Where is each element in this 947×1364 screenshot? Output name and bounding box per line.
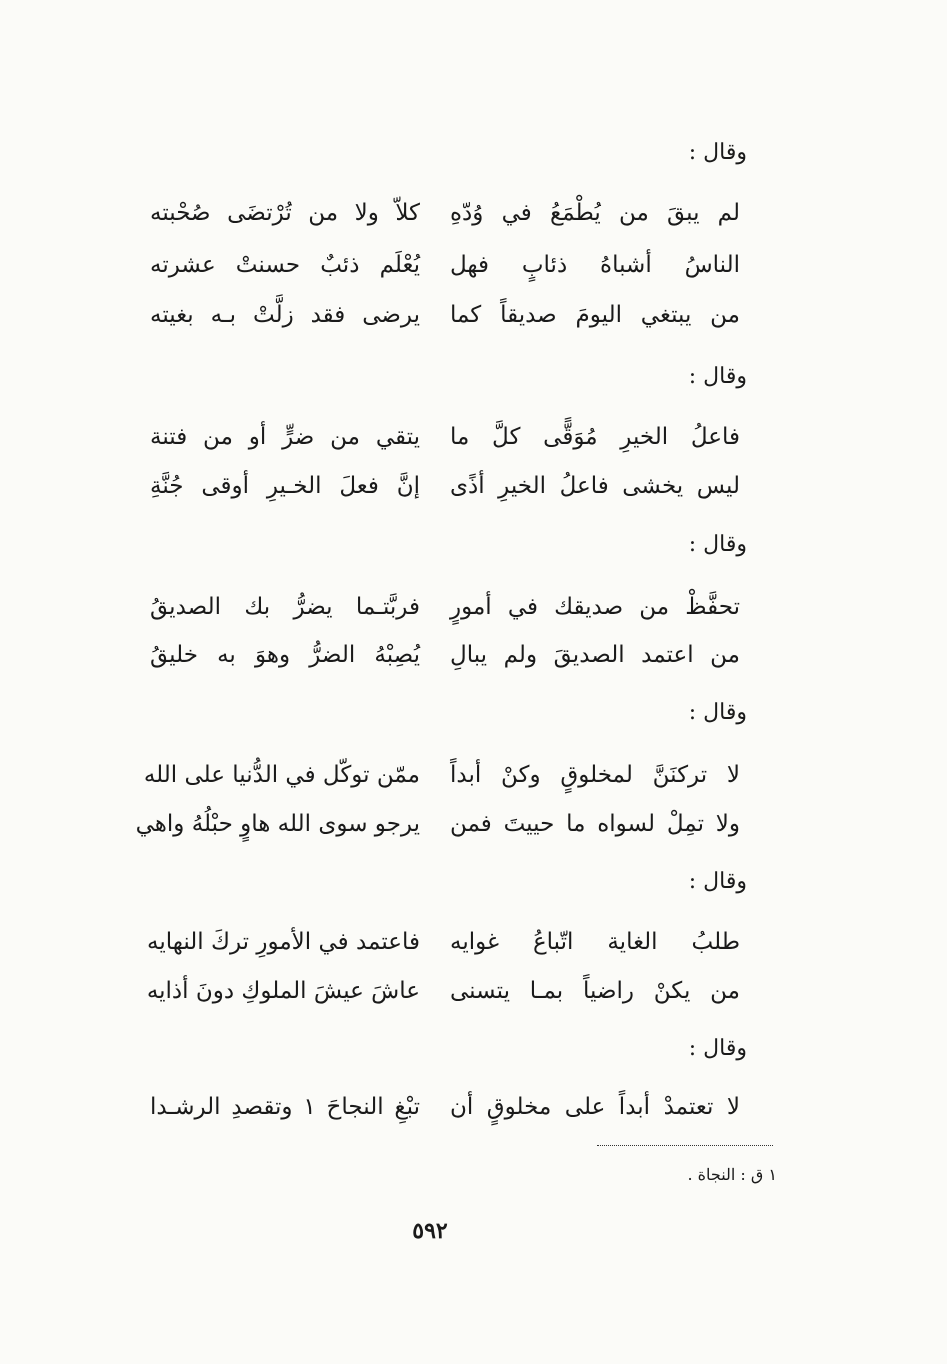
verse-second-hemistich: فاعتمد في الأمورِ تركَ النهايه xyxy=(147,929,420,955)
verse-second-hemistich: عاشَ عيشَ الملوكِ دونَ أذايه xyxy=(146,978,420,1004)
verse-first-hemistich: لم يبقَ من يُطْمَعُ في وُدّهِ xyxy=(450,200,740,226)
verse-second-hemistich: إنَّ فعلَ الخـيرِ أوقى جُنَّةِ xyxy=(150,473,420,499)
verse-line xyxy=(130,295,740,335)
verse-second-hemistich: تبْغِ النجاحَ ١ وتقصدِ الرشـدا xyxy=(150,1094,420,1120)
verse-second-hemistich: يُعْلَم ذئبٌ حسنتْ عشرته xyxy=(150,252,420,278)
verse-second-hemistich: ممّن توكّل في الدُّنيا على الله xyxy=(143,762,420,788)
verse-first-hemistich: من يكنْ راضياً بمـا يتسنى xyxy=(450,978,740,1004)
verse-first-hemistich: من يبتغي اليومَ صديقاً كما xyxy=(450,302,740,328)
verse-first-hemistich: ليس يخشى فاعلُ الخيرِ أذًى xyxy=(450,473,740,499)
section-intro: وقال : xyxy=(688,140,747,165)
verse-line xyxy=(130,417,740,457)
verse-line xyxy=(130,1087,740,1127)
section-intro: وقال : xyxy=(688,700,747,725)
verse-second-hemistich: فربَّتـما يضرُّ بك الصديقُ xyxy=(150,594,420,620)
verse-line xyxy=(130,587,740,627)
verse-second-hemistich: يتقي من ضرٍّ أو من فتنة xyxy=(150,424,420,450)
verse-line xyxy=(130,193,740,233)
verse-second-hemistich: يرضى فقد زلَّتْ بـه بغيته xyxy=(150,302,420,328)
verse-first-hemistich: فاعلُ الخيرِ مُوَقًّى كلَّ ما xyxy=(450,424,740,450)
verse-second-hemistich: كلاّ ولا من تُرْتضَى صُحْبته xyxy=(150,200,420,226)
verse-first-hemistich: الناسُ أشباهُ ذئابٍ فهل xyxy=(450,252,740,278)
verse-line xyxy=(130,971,740,1011)
section-intro: وقال : xyxy=(688,869,747,894)
section-intro: وقال : xyxy=(688,364,747,389)
verse-first-hemistich: طلبُ الغاية اتّباعُ غوايه xyxy=(450,929,740,955)
verse-second-hemistich: يرجو سوى الله هاوٍ حبْلُهُ واهي xyxy=(135,811,420,837)
page-number: ٥٩٢ xyxy=(412,1218,448,1244)
verse-second-hemistich: يُصِبْهُ الضرُّ وهوَ به خليقُ xyxy=(150,642,420,668)
verse-line xyxy=(130,245,740,285)
verse-line xyxy=(130,922,740,962)
verse-first-hemistich: لا تركنَنَّ لمخلوقٍ وكنْ أبداً xyxy=(450,762,740,788)
verse-first-hemistich: من اعتمد الصديقَ ولم يبالِ xyxy=(450,642,740,668)
section-intro: وقال : xyxy=(688,532,747,557)
verse-line xyxy=(130,755,740,795)
verse-line xyxy=(130,635,740,675)
verse-first-hemistich: لا تعتمدْ أبداً على مخلوقٍ أن xyxy=(450,1094,740,1120)
verse-line xyxy=(130,466,740,506)
verse-first-hemistich: ولا تمِلْ لسواه ما حييتَ فمن xyxy=(450,811,740,837)
footnote-divider xyxy=(597,1145,773,1146)
verse-first-hemistich: تحفَّظْ من صديقك في أمورٍ xyxy=(450,594,740,620)
footnote: ١ ق : النجاة . xyxy=(687,1165,777,1184)
verse-line xyxy=(130,804,740,844)
section-intro: وقال : xyxy=(688,1036,747,1061)
